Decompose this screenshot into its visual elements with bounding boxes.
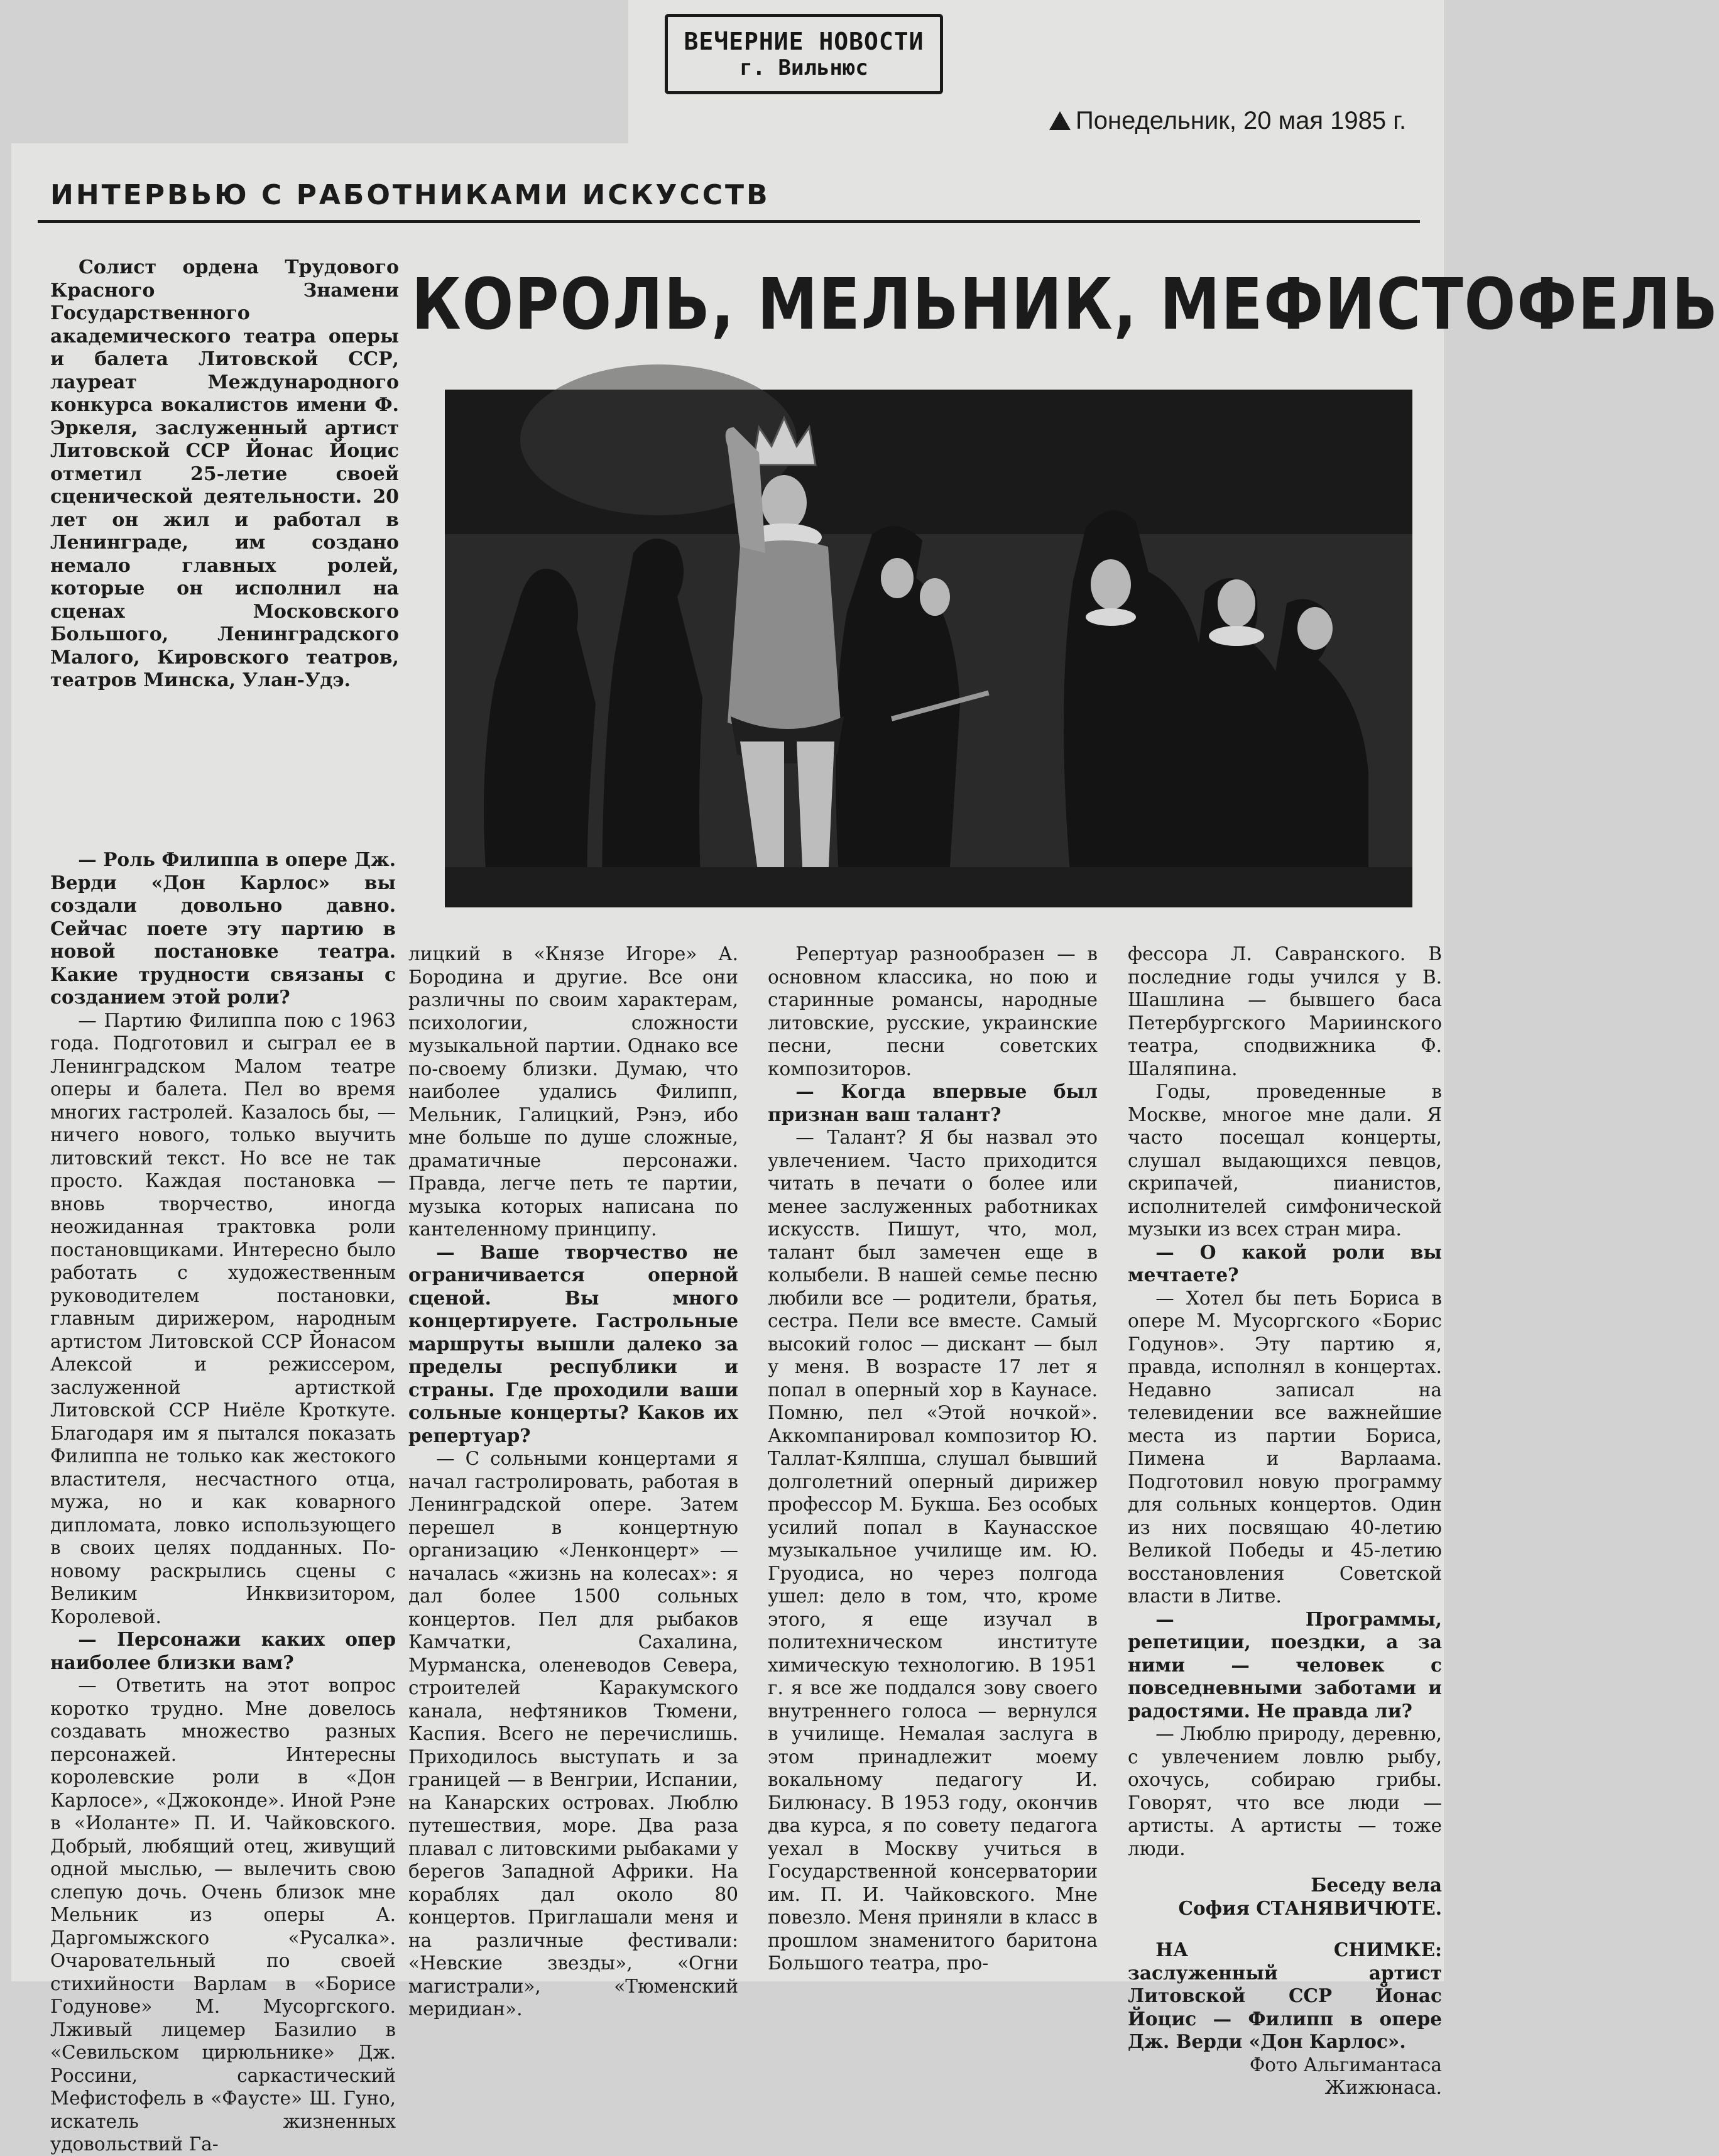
- question-paragraph: — О какой роли вы мечтаете?: [1128, 1240, 1442, 1286]
- answer-paragraph: — Люблю природу, деревню, с увлечением ловлю рыбу, охочусь, собираю грибы. Говорят, что все люди — артисты. А артисты — тоже люди.: [1128, 1723, 1442, 1859]
- question-paragraph: — Персонажи каких опер наиболее близки вам?: [50, 1628, 396, 1673]
- opera-stage-photo: [445, 390, 1412, 907]
- answer-paragraph: — Хотел бы петь Бориса в опере М. Мусоргского «Борис Годунов». Эту партию я, правда, исполнял в концертах. Недавно записал на телевидении все важнейшие места из партии Бориса, Пимена и Варлаама. Подготовил новую программу для сольных концертов. Один из них посвящаю 40-летию Великой Победы и 45-летию восстановления Советской власти в Литве.: [1128, 1287, 1442, 1607]
- stamp-line-2: г. Вильнюс: [739, 55, 868, 80]
- photo-illustration: [445, 390, 1412, 907]
- answer-paragraph: — Талант? Я бы назвал это увлечением. Часто приходится читать в печати о более или менее заслуженных работниках искусств. Пишут, что, мол, талант был замечен еще в колыбели. В нашей семье песню любили все — родители, братья, сестра. Пели все вместе. Самый высокий голос — дискант — был у меня. В возрасте 17 лет я попал в оперный хор в Каунасе. Помню, пел «Этой ночкой». Аккомпанировал композитор Ю. Таллат-Кялпша, слушал бывший долголетний оперный дирижер профессор М. Букша. Без особых усилий попал в Каунасское музыкальное училище им. Ю. Груодиса, но через полгода ушел: дело в том, что, кроме этого, я еще изучал в политехническом институте химическую технологию. В 1951 г. я все же поддался зову своего внутреннего голоса — вернулся в училище. Немалая заслуга в этом принадлежит моему вокальному педагогу И. Билюнасу. В 1953 году, окончив два курса, я по совету педагога уехал в Москву учиться в Государственной консерватории им. П. И. Чайковского. Мне повезло. Меня приняли в класс в прошлом знаменитого баритона Большого театра, про-: [768, 1127, 1098, 1974]
- lead-paragraph: Солист ордена Трудового Красного Знамени Государственного академического театра оперы и балета Литовской ССР, лауреат Международного конкурса вокалистов имени Ф. Эркеля, заслуженный артист Литовской ССР Йонас Йоцис отметил 25-летие своей сценической деятельности. 20 лет он жил и работал в Ленинграде, им создано немало главных ролей, которые он исполнил на сценах Московского Большого, Ленинградского Малого, Кировского театров, театров Минска, Улан-Удэ.: [50, 256, 399, 691]
- continued-paragraph: фессора Л. Савранского. В последние годы учился у В. Шашлина — бывшего баса Петербургского Мариинского театра, сподвижника Ф. Шаляпина.: [1128, 943, 1442, 1080]
- section-rubric: ИНТЕРВЬЮ С РАБОТНИКАМИ ИСКУССТВ: [50, 179, 770, 211]
- article-headline: КОРОЛЬ, МЕЛЬНИК, МЕФИСТОФЕЛЬ: [412, 264, 1719, 346]
- issue-date: Понедельник, 20 мая 1985 г.: [1076, 107, 1407, 134]
- byline-label: Беседу вела: [1311, 1874, 1442, 1896]
- answer-paragraph: Годы, проведенные в Москве, многое мне дали. Я часто посещал концерты, слушал выдающихся певцов, скрипачей, пианистов, исполнителей симфонической музыки из всех стран мира.: [1128, 1081, 1442, 1240]
- answer-paragraph: — Ответить на этот вопрос коротко трудно. Мне довелось создавать множество разных персонажей. Интересны королевские роли в «Дон Карлосе», «Джоконде». Иной Рэне в «Иоланте» П. И. Чайковского. Добрый, любящий отец, живущий одной мыслью, — вылечить свою слепую дочь. Очень близок мне Мельник из оперы А. Даргомыжского «Русалка». Очаровательный по своей стихийности Варлам в «Борисе Годунове» М. Мусоргского. Лживый лицемер Базилио в «Севильском цирюльнике» Дж. Россини, саркастический Мефистофель в «Фаусте» Ш. Гуно, искатель жизненных удовольствий Га-: [50, 1675, 396, 2155]
- question-paragraph: — Ваше творчество не ограничивается оперной сценой. Вы много концертируете. Гастрольные маршруты вышли далеко за пределы республики и страны. Где проходили ваши сольные концерты? Каков их репертуар?: [408, 1240, 738, 1447]
- answer-paragraph: — С сольными концертами я начал гастролировать, работая в Ленинградской опере. Затем перешел в концертную организацию «Ленконцерт» — началась «жизнь на колесах»: я дал более 1500 сольных концертов. Пел для рыбаков Камчатки, Сахалина, Мурманска, оленеводов Севера, строителей Каракумского канала, нефтяников Тюмени, Каспия. Всего не перечислишь. Приходилось выступать и за границей — в Венгрии, Испании, на Канарских островах. Люблю путешествия, море. Два раза плавал с литовскими рыбаками у берегов Западной Африки. На кораблях дал около 80 концертов. Приглашали меня и на различные фестивали: «Невские звезды», «Огни магистрали», «Тюменский меридиан».: [408, 1448, 738, 2020]
- answer-paragraph: Репертуар разнообразен — в основном классика, но пою и старинные романсы, народные литовские, русские, украинские песни, песни советских композиторов.: [768, 943, 1098, 1080]
- text-column-2: [408, 943, 738, 2021]
- issue-dateline: [1049, 107, 1439, 145]
- question-paragraph: — Программы, репетиции, поездки, а за ними — человек с повседневными заботами и радостями. Не правда ли?: [1128, 1607, 1442, 1722]
- answer-paragraph: — Партию Филиппа пою с 1963 года. Подготовил и сыграл ее в Ленинградском Малом театре оперы и балета. Пел во время многих гастролей. Казалось бы, — ничего нового, только выучить литовский текст. Но все не так просто. Каждая постановка — вновь творчество, иногда неожиданная трактовка роли постановщиками. Интересно было работать с художественным руководителем постановки, главным дирижером, народным артистом Литовской ССР Йонасом Алексой и режиссером, заслуженной артисткой Литовской ССР Ниёле Кроткуте. Благодаря им я пытался показать Филиппа не только как жестокого властителя, несчастного отца, мужа, но и как коварного дипломата, ловко использующего в своих целях подданных. По-новому раскрылись сцены с Великим Инквизитором, Королевой.: [50, 1009, 396, 1628]
- photo-caption: НА СНИМКЕ: заслуженный артист Литовской ССР Йонас Йоцис — Филипп в опере Дж. Верди «Дон Карлос».: [1128, 1939, 1442, 2052]
- question-paragraph: — Когда впервые был признан ваш талант?: [768, 1080, 1098, 1125]
- photo-credit: Фото Альгимантаса Жижюнаса.: [1249, 2054, 1442, 2098]
- rubric-rule: [38, 220, 1420, 223]
- triangle-icon: [1049, 111, 1071, 130]
- library-stamp: [665, 14, 943, 94]
- byline-author: София СТАНЯВИЧЮТЕ.: [1178, 1896, 1442, 1919]
- continued-paragraph: лицкий в «Князе Игоре» А. Бородина и другие. Все они различны по своим характерам, психологии, сложности музыкальной партии. Однако все по-своему близки. Думаю, что наиболее удались Филипп, Мельник, Галицкий, Рэнэ, ибо мне больше по душе сложные, драматичные персонажи. Правда, легче петь те партии, музыка которых написана по кантеленному принципу.: [408, 943, 738, 1240]
- text-column-4: [1128, 943, 1442, 2099]
- byline: [1128, 1874, 1442, 1920]
- article-lead: [50, 256, 399, 692]
- text-column-3: [768, 943, 1098, 1975]
- text-column-1: [50, 848, 396, 2156]
- question-paragraph: — Роль Филиппа в опере Дж. Верди «Дон Карлос» вы создали довольно давно. Сейчас поете эту партию в новой постановке театра. Какие трудности связаны с созданием этой роли?: [50, 848, 396, 1008]
- stamp-line-1: ВЕЧЕРНИЕ НОВОСТИ: [684, 28, 924, 55]
